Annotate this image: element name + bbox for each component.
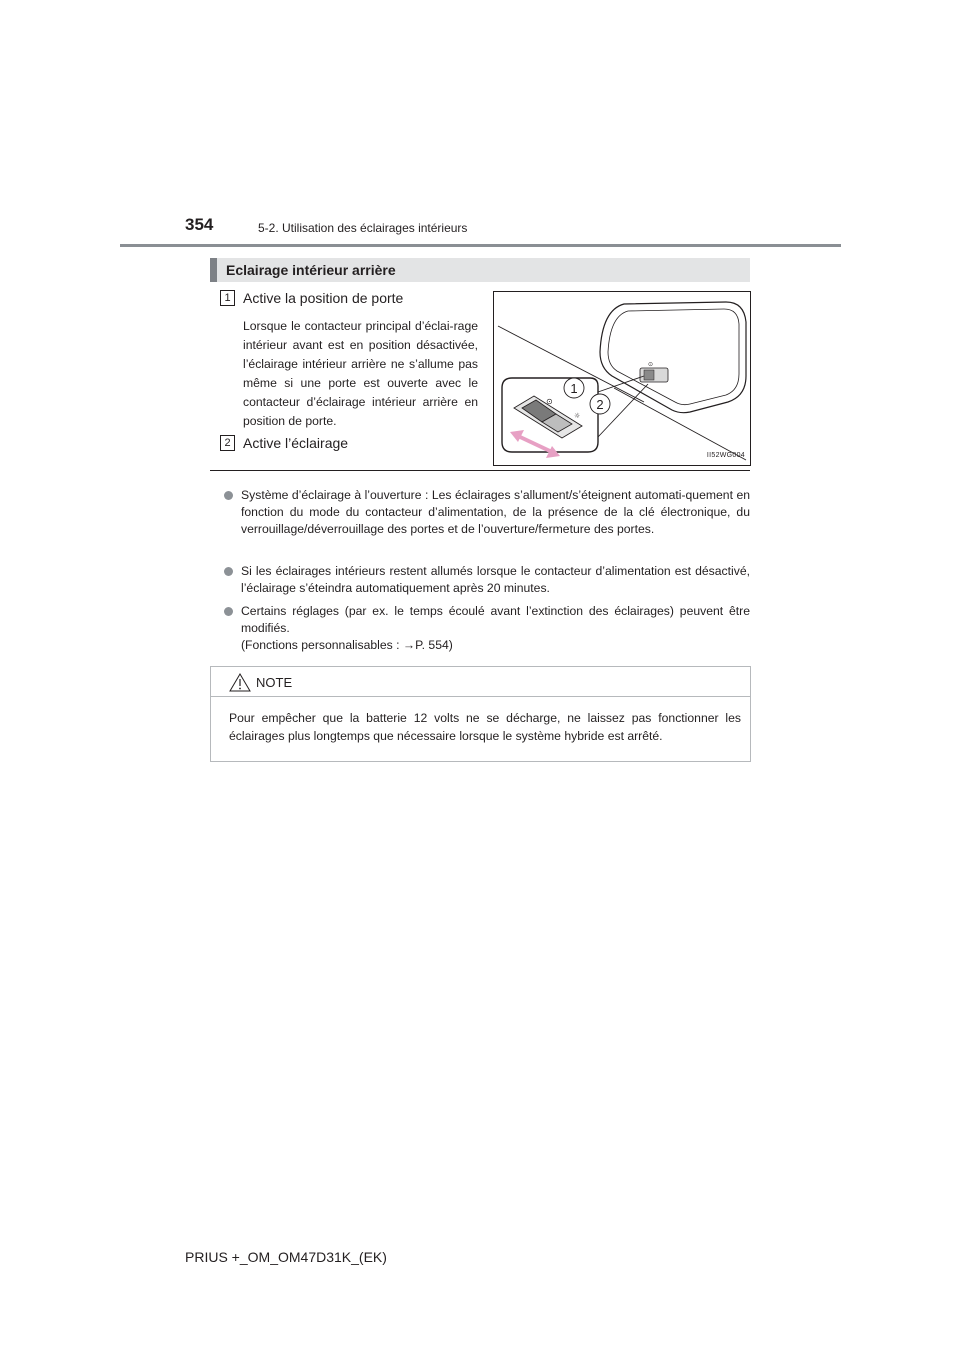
section-accent [210, 258, 217, 282]
svg-text:☼: ☼ [574, 412, 581, 420]
page-number: 354 [185, 215, 214, 234]
chapter-title: 5-2. Utilisation des éclairages intérieurs [258, 221, 468, 235]
bullet-icon [224, 607, 233, 616]
bullet-text-1: Système d’éclairage à l’ouverture : Les éclairages s’allument/s’éteignent automati-quement en fonction du mode du contacteur d’alimentation, de la présence de la clé électronique, du verrouillage/déverrouillage des portes et de l’ouverture/fermeture des portes. [241, 488, 750, 536]
callout-1: 1 [570, 381, 578, 396]
section-header [210, 258, 750, 282]
header-divider [120, 244, 841, 247]
list-item [224, 563, 750, 597]
section-title: Eclairage intérieur arrière [226, 262, 396, 278]
item-number-1: 1 [220, 290, 235, 306]
item-title-1: Active la position de porte [243, 290, 404, 306]
list-item [224, 603, 750, 654]
rear-light-illustration [494, 292, 750, 465]
footer-document-code: PRIUS +_OM_OM47D31K_(EK) [185, 1249, 387, 1265]
figure-code: II52WG004 [706, 452, 745, 459]
bullet-text-2: Si les éclairages intérieurs restent allumés lorsque le contacteur d’alimentation est désactivé, l’éclairage s’éteindra automatiquement après 20 minutes. [241, 564, 750, 595]
note-text: Pour empêcher que la batterie 12 volts ne se décharge, ne laissez pas fonctionner les éclairages plus longtemps que nécessaire lorsque le système hybride est arrêté. [229, 711, 741, 743]
note-header [211, 667, 750, 697]
bullet-icon [224, 567, 233, 576]
callout-2: 2 [596, 397, 604, 412]
item-description-1: Lorsque le contacteur principal d’éclai-rage intérieur avant est en position désactivée, l’éclairage intérieur arrière ne s’allume pas même si une porte est ouverte avec le contacteur d’éclairage intérieur arrière en position de porte. [243, 319, 478, 428]
section-divider [210, 470, 750, 471]
svg-text:⊙: ⊙ [546, 397, 553, 406]
bullet-text-3-crossref: (Fonctions personnalisables : →P. 554) [241, 638, 453, 652]
item-number-2: 2 [220, 435, 235, 451]
note-box [210, 666, 751, 762]
item-title-2: Active l’éclairage [243, 435, 349, 451]
warning-triangle-icon [229, 673, 251, 692]
bullet-text-3: Certains réglages (par ex. le temps écoulé avant l’extinction des éclairages) peuvent être modifiés. [241, 604, 750, 635]
bullet-icon [224, 491, 233, 500]
svg-text:⊙: ⊙ [648, 361, 654, 368]
note-label: NOTE [256, 675, 293, 690]
list-item [224, 487, 750, 538]
rear-light-figure [493, 291, 751, 466]
